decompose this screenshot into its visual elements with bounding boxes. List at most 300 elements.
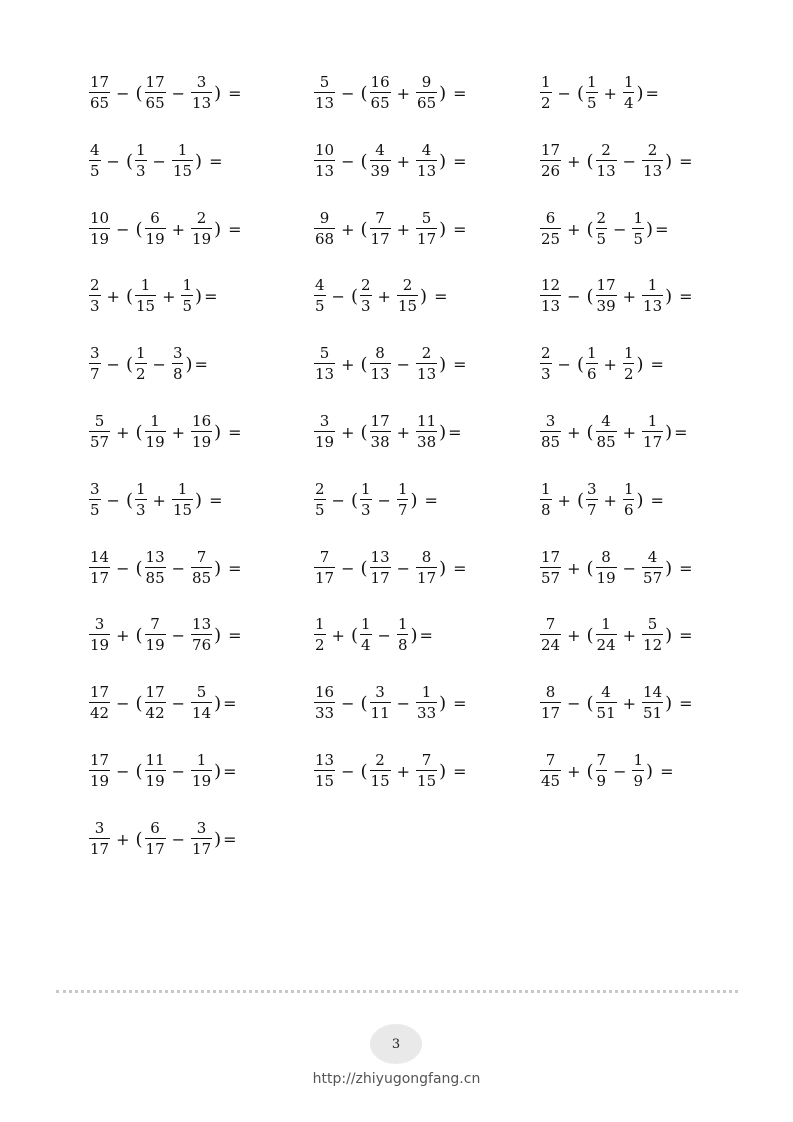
close-paren: )	[214, 82, 222, 104]
operator: −	[171, 761, 186, 781]
equals-sign: =	[453, 354, 467, 374]
denominator: 14	[192, 704, 212, 722]
problem-expression	[313, 412, 462, 452]
numerator: 3	[90, 480, 100, 498]
operator: −	[557, 354, 571, 374]
numerator: 4	[421, 141, 432, 159]
operator: +	[567, 761, 581, 781]
numerator: 8	[545, 683, 556, 701]
close-paren: )	[185, 353, 193, 375]
fraction	[540, 685, 561, 721]
denominator: 17	[192, 840, 212, 858]
numerator: 6	[150, 209, 160, 227]
denominator: 6	[623, 501, 634, 519]
numerator: 1	[647, 276, 658, 294]
numerator: 2	[421, 344, 432, 362]
problem-expression	[88, 683, 237, 723]
fraction	[314, 75, 335, 111]
open-paren: (	[576, 489, 584, 511]
equals-sign: =	[228, 422, 242, 442]
fraction	[370, 753, 391, 789]
close-paren: )	[665, 421, 673, 443]
numerator: 17	[90, 751, 110, 769]
equals-sign: =	[228, 83, 242, 103]
operator: +	[396, 219, 411, 239]
fraction	[314, 211, 335, 247]
equals-sign: =	[228, 625, 242, 645]
denominator: 19	[596, 569, 616, 587]
close-paren: )	[439, 421, 447, 443]
numerator: 13	[145, 548, 165, 566]
denominator: 13	[315, 94, 335, 112]
close-paren: )	[636, 82, 644, 104]
equals-sign: =	[204, 286, 218, 306]
numerator: 3	[90, 344, 100, 362]
denominator: 3	[360, 297, 371, 315]
open-paren: (	[135, 82, 143, 104]
denominator: 38	[370, 433, 390, 451]
fraction	[540, 346, 552, 382]
operator: +	[396, 151, 411, 171]
numerator: 1	[633, 209, 644, 227]
numerator: 8	[375, 344, 385, 362]
problem-expression	[539, 276, 693, 316]
equals-sign: =	[679, 286, 693, 306]
fraction	[632, 211, 644, 247]
numerator: 1	[360, 480, 371, 498]
operator: −	[622, 558, 637, 578]
numerator: 1	[397, 480, 408, 498]
open-paren: (	[360, 150, 368, 172]
open-paren: (	[360, 218, 368, 240]
operator: −	[377, 490, 391, 510]
problem-expression	[313, 276, 447, 316]
close-paren: )	[195, 489, 203, 511]
open-paren: (	[360, 353, 368, 375]
fraction	[623, 75, 635, 111]
fraction	[586, 75, 598, 111]
open-paren: (	[576, 353, 584, 375]
fraction	[89, 685, 110, 721]
numerator: 10	[315, 141, 335, 159]
numerator: 1	[633, 751, 644, 769]
denominator: 51	[643, 704, 663, 722]
denominator: 19	[90, 772, 110, 790]
denominator: 45	[541, 772, 561, 790]
problem-expression	[539, 751, 673, 791]
close-paren: )	[665, 285, 673, 307]
equals-sign: =	[434, 286, 448, 306]
open-paren: (	[586, 557, 594, 579]
equals-sign: =	[679, 151, 693, 171]
numerator: 16	[192, 412, 212, 430]
fraction	[89, 821, 110, 857]
fraction	[623, 482, 635, 518]
equals-sign: =	[223, 693, 237, 713]
equals-sign: =	[453, 761, 467, 781]
operator: −	[116, 219, 130, 239]
denominator: 5	[315, 297, 325, 315]
fraction	[596, 143, 617, 179]
operator: +	[567, 558, 581, 578]
denominator: 5	[633, 230, 644, 248]
numerator: 12	[541, 276, 561, 294]
open-paren: (	[135, 760, 143, 782]
operator: −	[613, 761, 627, 781]
denominator: 9	[633, 772, 644, 790]
close-paren: )	[665, 150, 673, 172]
numerator: 2	[541, 344, 551, 362]
operator: −	[396, 354, 411, 374]
equals-sign: =	[453, 83, 467, 103]
numerator: 2	[90, 276, 100, 294]
denominator: 24	[596, 636, 616, 654]
denominator: 3	[135, 501, 146, 519]
numerator: 7	[421, 751, 432, 769]
fraction	[89, 143, 101, 179]
fraction	[397, 617, 409, 653]
fraction	[596, 414, 617, 450]
denominator: 5	[182, 297, 193, 315]
close-paren: )	[214, 624, 222, 646]
close-paren: )	[214, 828, 222, 850]
equals-sign: =	[655, 219, 669, 239]
operator: −	[331, 286, 345, 306]
open-paren: (	[360, 692, 368, 714]
operator: −	[396, 693, 411, 713]
numerator: 1	[140, 276, 151, 294]
fraction	[540, 617, 561, 653]
denominator: 51	[596, 704, 616, 722]
fraction	[191, 414, 212, 450]
denominator: 17	[90, 840, 110, 858]
operator: −	[341, 761, 355, 781]
fraction	[540, 278, 561, 314]
numerator: 6	[150, 819, 160, 837]
problem-expression	[313, 141, 467, 181]
fraction	[314, 278, 326, 314]
operator: −	[557, 83, 571, 103]
denominator: 17	[370, 230, 390, 248]
fraction	[145, 414, 166, 450]
fraction	[360, 482, 372, 518]
operator: −	[341, 693, 355, 713]
denominator: 7	[397, 501, 408, 519]
numerator: 7	[545, 751, 556, 769]
numerator: 9	[421, 73, 432, 91]
numerator: 1	[135, 480, 146, 498]
denominator: 3	[135, 162, 146, 180]
operator: −	[116, 558, 130, 578]
numerator: 4	[601, 683, 611, 701]
operator: −	[613, 219, 627, 239]
fraction	[89, 75, 110, 111]
fraction	[145, 75, 166, 111]
numerator: 1	[135, 141, 146, 159]
fraction	[172, 143, 193, 179]
fraction	[89, 753, 110, 789]
problem-expression	[313, 615, 433, 655]
operator: −	[152, 354, 166, 374]
problem-expression	[539, 344, 664, 384]
equals-sign: =	[453, 151, 467, 171]
fraction	[172, 346, 184, 382]
denominator: 13	[315, 162, 335, 180]
fraction	[416, 753, 437, 789]
operator: +	[106, 286, 120, 306]
close-paren: )	[439, 82, 447, 104]
numerator: 1	[541, 73, 551, 91]
denominator: 5	[596, 230, 607, 248]
numerator: 17	[90, 73, 110, 91]
numerator: 5	[319, 344, 330, 362]
numerator: 8	[601, 548, 611, 566]
close-paren: )	[665, 692, 673, 714]
operator: −	[567, 286, 581, 306]
denominator: 33	[315, 704, 335, 722]
denominator: 3	[90, 297, 100, 315]
fraction	[642, 550, 663, 586]
fraction	[370, 414, 391, 450]
operator: −	[171, 693, 186, 713]
problem-expression	[539, 683, 693, 723]
problem-expression	[539, 209, 668, 249]
fraction	[397, 278, 418, 314]
numerator: 1	[586, 344, 597, 362]
numerator: 16	[370, 73, 390, 91]
denominator: 57	[643, 569, 663, 587]
numerator: 3	[545, 412, 556, 430]
operator: +	[567, 625, 581, 645]
open-paren: (	[135, 692, 143, 714]
denominator: 57	[90, 433, 110, 451]
fraction	[191, 753, 212, 789]
numerator: 1	[421, 683, 432, 701]
denominator: 11	[370, 704, 390, 722]
numerator: 2	[315, 480, 325, 498]
open-paren: (	[586, 624, 594, 646]
equals-sign: =	[650, 354, 664, 374]
denominator: 65	[145, 94, 165, 112]
fraction	[623, 346, 635, 382]
denominator: 4	[360, 636, 371, 654]
close-paren: )	[439, 150, 447, 172]
denominator: 19	[315, 433, 335, 451]
footer-url: http://zhiyugongfang.cn	[312, 1071, 481, 1087]
numerator: 7	[319, 548, 330, 566]
numerator: 3	[94, 819, 105, 837]
operator: +	[377, 286, 391, 306]
close-paren: )	[214, 421, 222, 443]
open-paren: (	[360, 421, 368, 443]
denominator: 4	[623, 94, 634, 112]
fraction	[314, 753, 335, 789]
fraction	[370, 75, 391, 111]
fraction	[145, 211, 166, 247]
numerator: 1	[541, 480, 551, 498]
numerator: 2	[596, 209, 607, 227]
problem-expression	[313, 480, 438, 520]
operator: −	[116, 761, 130, 781]
fraction	[89, 617, 110, 653]
open-paren: (	[586, 421, 594, 443]
close-paren: )	[195, 150, 203, 172]
fraction	[89, 278, 101, 314]
operator: −	[567, 693, 581, 713]
operator: +	[622, 422, 637, 442]
denominator: 39	[370, 162, 390, 180]
denominator: 19	[145, 636, 165, 654]
numerator: 5	[319, 73, 330, 91]
equals-sign: =	[453, 693, 467, 713]
numerator: 3	[375, 683, 385, 701]
operator: −	[152, 151, 166, 171]
equals-sign: =	[228, 558, 242, 578]
fraction	[191, 211, 212, 247]
numerator: 1	[177, 141, 188, 159]
fraction	[314, 143, 335, 179]
problem-expression	[313, 73, 467, 113]
numerator: 1	[182, 276, 193, 294]
numerator: 17	[541, 548, 561, 566]
problem-expression	[88, 344, 208, 384]
denominator: 19	[192, 772, 212, 790]
fraction	[145, 821, 166, 857]
numerator: 7	[375, 209, 385, 227]
numerator: 3	[172, 344, 183, 362]
fraction	[360, 617, 372, 653]
fraction	[89, 414, 110, 450]
fraction	[642, 278, 663, 314]
fraction	[596, 685, 617, 721]
equals-sign: =	[453, 219, 467, 239]
fraction	[540, 75, 552, 111]
operator: −	[171, 829, 186, 849]
numerator: 2	[375, 751, 385, 769]
numerator: 11	[145, 751, 165, 769]
denominator: 3	[541, 365, 551, 383]
close-paren: )	[439, 557, 447, 579]
denominator: 5	[315, 501, 325, 519]
denominator: 24	[541, 636, 561, 654]
fraction	[642, 414, 663, 450]
fraction	[89, 550, 110, 586]
denominator: 19	[90, 230, 110, 248]
fraction	[135, 346, 147, 382]
fraction	[632, 753, 644, 789]
operator: +	[603, 490, 617, 510]
fraction	[596, 550, 617, 586]
open-paren: (	[135, 624, 143, 646]
fraction	[172, 482, 193, 518]
denominator: 6	[586, 365, 597, 383]
denominator: 42	[145, 704, 165, 722]
fraction	[596, 753, 608, 789]
numerator: 17	[145, 73, 165, 91]
denominator: 26	[541, 162, 561, 180]
operator: +	[603, 354, 617, 374]
fraction	[370, 550, 391, 586]
numerator: 5	[421, 209, 432, 227]
fraction	[89, 211, 110, 247]
fraction	[145, 617, 166, 653]
fraction	[191, 617, 212, 653]
operator: +	[162, 286, 176, 306]
equals-sign: =	[645, 83, 659, 103]
open-paren: (	[360, 557, 368, 579]
numerator: 1	[623, 480, 634, 498]
fraction	[181, 278, 193, 314]
denominator: 13	[643, 162, 663, 180]
numerator: 3	[196, 819, 207, 837]
problem-expression	[539, 615, 693, 655]
numerator: 2	[360, 276, 371, 294]
page-number: 3	[391, 1036, 401, 1052]
operator: +	[622, 625, 637, 645]
operator: +	[622, 286, 637, 306]
problem-expression	[539, 73, 659, 113]
numerator: 7	[596, 751, 607, 769]
close-paren: )	[439, 218, 447, 240]
denominator: 2	[135, 365, 146, 383]
close-paren: )	[214, 692, 222, 714]
operator: +	[567, 422, 581, 442]
operator: +	[567, 151, 581, 171]
denominator: 65	[90, 94, 110, 112]
numerator: 1	[623, 344, 634, 362]
fraction	[191, 75, 212, 111]
fraction	[642, 685, 663, 721]
operator: −	[331, 490, 345, 510]
operator: +	[171, 219, 186, 239]
close-paren: )	[646, 760, 654, 782]
equals-sign: =	[679, 693, 693, 713]
problem-expression	[88, 819, 237, 859]
equals-sign: =	[453, 558, 467, 578]
open-paren: (	[586, 150, 594, 172]
fraction	[642, 617, 663, 653]
numerator: 17	[596, 276, 616, 294]
denominator: 42	[90, 704, 110, 722]
dotted-divider	[56, 990, 738, 993]
problem-expression	[88, 209, 242, 249]
operator: −	[171, 558, 186, 578]
equals-sign: =	[228, 219, 242, 239]
numerator: 6	[545, 209, 556, 227]
denominator: 8	[541, 501, 551, 519]
denominator: 17	[417, 230, 437, 248]
denominator: 76	[192, 636, 212, 654]
fraction	[314, 482, 326, 518]
denominator: 13	[192, 94, 212, 112]
numerator: 17	[90, 683, 110, 701]
denominator: 17	[541, 704, 561, 722]
operator: −	[171, 83, 186, 103]
open-paren: (	[360, 82, 368, 104]
fraction	[540, 414, 561, 450]
numerator: 3	[196, 73, 207, 91]
fraction	[370, 143, 391, 179]
open-paren: (	[135, 557, 143, 579]
numerator: 4	[315, 276, 325, 294]
fraction	[397, 482, 409, 518]
close-paren: )	[214, 760, 222, 782]
numerator: 17	[145, 683, 165, 701]
numerator: 4	[375, 141, 385, 159]
denominator: 19	[90, 636, 110, 654]
denominator: 15	[397, 297, 418, 315]
denominator: 17	[145, 840, 165, 858]
